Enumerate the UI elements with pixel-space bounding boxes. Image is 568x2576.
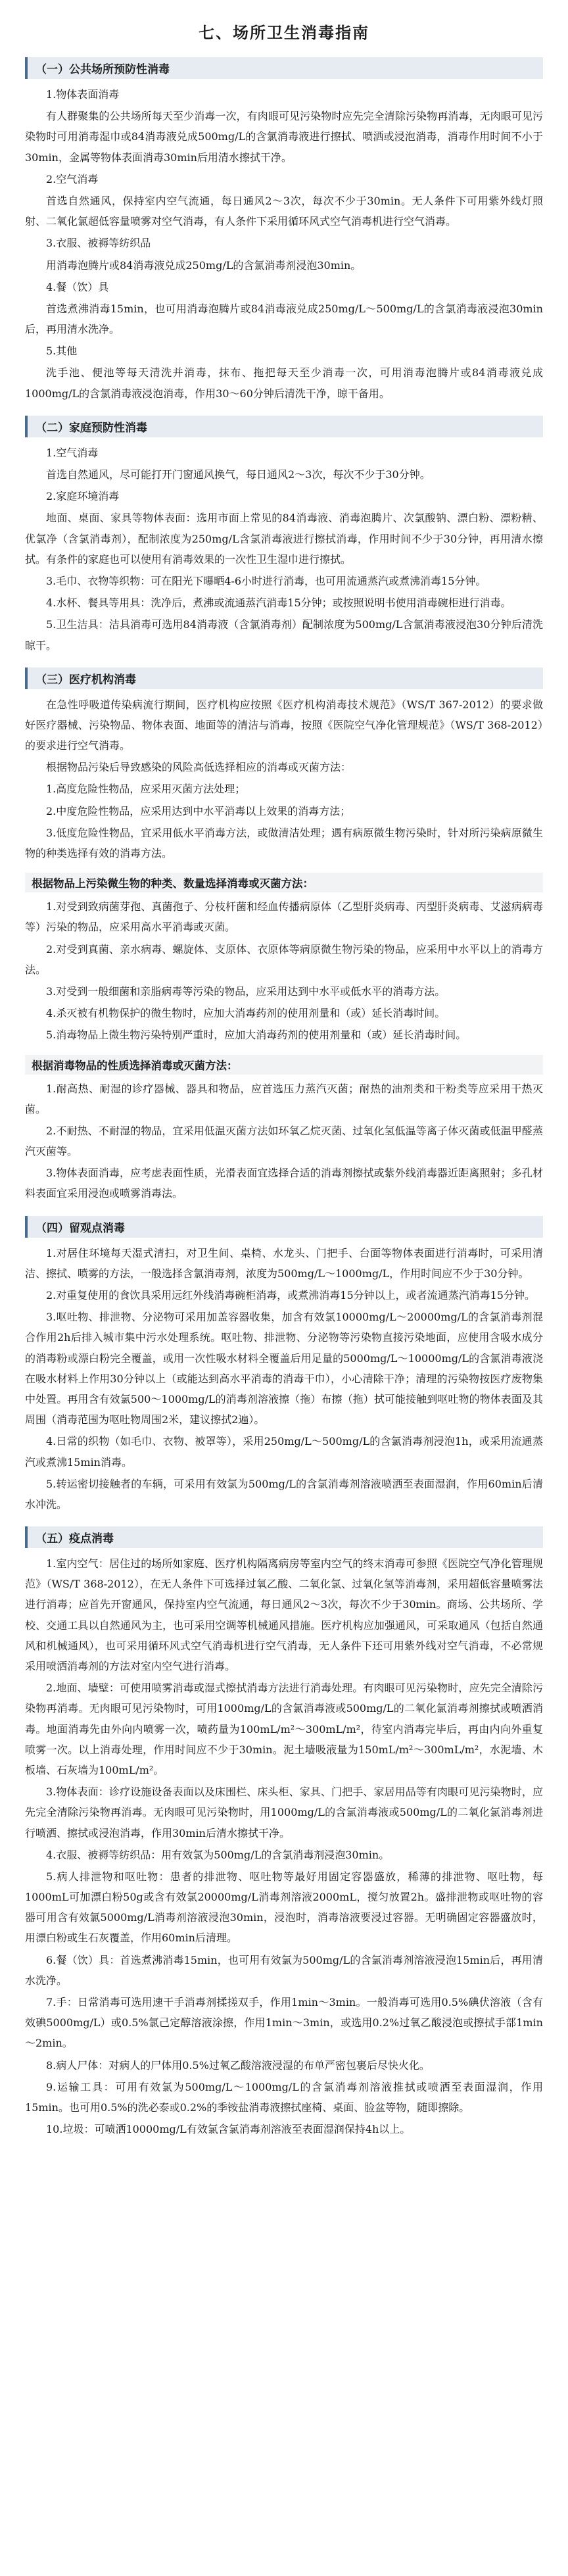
paragraph: 1.耐高热、耐湿的诊疗器械、器具和物品，应首选压力蒸汽灭菌；耐热的油剂类和干粉类等应采用干热灭菌。	[25, 1082, 543, 1115]
paragraph: 4.餐（饮）具	[46, 280, 109, 293]
paragraph: 有人群聚集的公共场所每天至少消毒一次，有肉眼可见污染物时应先完全清除污染物再消毒，无肉眼可见污染物时可用消毒湿巾或84消毒液兑成500mg/L的含氯消毒液进行擦拭、喷洒或浸泡消毒，消毒作用时间不小于30min，金属等物体表面消毒30min后用清水擦拭干净。	[25, 110, 543, 164]
paragraph: 5.转运密切接触者的车辆，可采用有效氯为500mg/L的含氯消毒剂溶液喷洒至表面湿润，作用60min后清水冲洗。	[25, 1477, 543, 1511]
paragraph: 2.家庭环境消毒	[46, 490, 120, 503]
section-heading: （一）公共场所预防性消毒	[25, 57, 543, 79]
paragraph: 3.对受到一般细菌和亲脂病毒等污染的物品，应采用达到中水平或低水平的消毒方法。	[46, 984, 446, 998]
paragraph: 8.病人尸体：对病人的尸体用0.5%过氧乙酸溶液浸湿的布单严密包裹后尽快火化。	[46, 2058, 430, 2072]
paragraph: 首选自然通风，尽可能打开门窗通风换气，每日通风2～3次，每次不少于30分钟。	[46, 468, 431, 481]
paragraph: 6.餐（饮）具：首选煮沸消毒15min，也可用有效氯为500mg/L的含氯消毒剂溶液浸泡15min后，再用清水洗净。	[25, 1953, 543, 1987]
paragraph: 9.运输工具：可用有效氯为500mg/L～1000mg/L的含氯消毒剂溶液推拭或喷洒至表面湿润，作用15min。也可用0.5%的洗必泰或0.2%的季铵盐消毒液擦拭座椅、桌面、脸盆等物，随即擦除。	[25, 2080, 543, 2114]
paragraph: 2.对重复使用的食饮具采用远红外线消毒碗柜消毒，或煮沸消毒15分钟以上，或者流通蒸汽消毒15分钟。	[46, 1289, 535, 1301]
paragraph: 5.卫生洁具：洁具消毒可选用84消毒液（含氯消毒剂）配制浓度为500mg/L含氯消毒液浸泡30分钟后清洗晾干。	[25, 618, 543, 652]
paragraph: 4.杀灭被有机物保护的微生物时，应加大消毒药剂的使用剂量和（或）延长消毒时间。	[46, 1007, 446, 1020]
paragraph: 5.消毒物品上微生物污染特别严重时，应加大消毒药剂的使用剂量和（或）延长消毒时间。	[46, 1029, 467, 1042]
subsection-heading: 根据消毒物品的性质选择消毒或灭菌方法：	[25, 1055, 543, 1075]
paragraph: 4.日常的织物（如毛巾、衣物、被罩等），采用250mg/L～500mg/L的含氯消毒剂浸泡1h，或采用流通蒸汽或煮沸15min消毒。	[25, 1435, 543, 1469]
section-heading: （三）医疗机构消毒	[25, 668, 543, 689]
paragraph: 4.衣服、被褥等纺织品：用有效氯为500mg/L的含氯消毒剂浸泡30min。	[46, 1848, 390, 1861]
paragraph: 1.对居住环境每天湿式清扫，对卫生间、桌椅、水龙头、门把手、台面等物体表面进行消毒时，可采用清洁、擦拭、喷雾的方法，一般选择含氯消毒剂，浓度为500mg/L～1000mg/L，作用时间应不少于30分钟。	[25, 1246, 543, 1280]
document-body	[25, 57, 543, 2139]
paragraph: 3.毛巾、衣物等织物：可在阳光下曝晒4-6小时进行消毒，也可用流通蒸汽或煮沸消毒15分钟。	[46, 574, 486, 587]
paragraph: 用消毒泡腾片或84消毒液兑成250mg/L的含氯消毒剂浸泡30min。	[46, 258, 362, 272]
paragraph: 3.呕吐物、排泄物、分泌物可采用加盖容器收集，加含有效氯10000mg/L～20000mg/L的含氯消毒剂混合作用2h后排入城市集中污水处理系统。呕吐物、排泄物、分泌物等污染物直接污染地面，应使用含吸水成分的消毒粉或漂白粉完全覆盖，或用一次性吸水材料全覆盖后用足量的5000mg/L～10000mg/L的含氯消毒液浇在吸水材料上作用30分钟以上（或能达到高水平消毒的消毒干巾），小心清除干净；清理的污染物按医疗废物集中处置。再用含有效氯500～1000mg/L的消毒剂溶液擦（拖）布擦（拖）拭可能接触到呕吐物的物体表面及其周围（消毒范围为呕吐物周围2米，建议擦拭2遍）。	[25, 1311, 543, 1426]
paragraph: 2.中度危险性物品，应采用达到中水平消毒以上效果的消毒方法；	[46, 804, 351, 817]
paragraph: 1.物体表面消毒	[46, 88, 120, 101]
paragraph: 2.对受到真菌、亲水病毒、螺旋体、支原体、衣原体等病原微生物污染的物品，应采用中水平以上的消毒方法。	[25, 942, 543, 976]
paragraph: 洗手池、便池等每天清洗并消毒，抹布、拖把每天至少消毒一次，可用消毒泡腾片或84消毒液兑成1000mg/L的含氯消毒液浸泡消毒，作用30～60分钟后清洗干净，晾干备用。	[25, 366, 543, 400]
paragraph: 2.空气消毒	[46, 172, 99, 185]
paragraph: 地面、桌面、家具等物体表面：选用市面上常见的84消毒液、消毒泡腾片、次氯酸钠、漂白粉、漂粉精、优氯净（含氯消毒剂），配制浓度为250mg/L含氯消毒液进行擦拭消毒，作用时间不少于30分钟，再用清水擦拭。有条件的家庭也可以使用有消毒效果的一次性卫生湿巾进行擦拭。	[25, 512, 543, 566]
paragraph: 1.室内空气：居住过的场所如家庭、医疗机构隔离病房等室内空气的终末消毒可参照《医院空气净化管理规范》（WS/T 368-2012），在无人条件下可选择过氧乙酸、二氧化氯、过氧化氢等消毒剂，采用超低容量喷雾法进行消毒；应首先开窗通风，保持室内空气流通，每日通风2～3次，每次不少于30min。商场、公共场所、学校、交通工具以自然通风为主，也可采用空调等机械通风措施。医疗机构应加强通风，可采取通风（包括自然通风和机械通风），也可采用循环风式空气消毒机进行空气消毒，无人条件下还可用紫外线对空气消毒，不必常规采用喷洒消毒剂的方法对室内空气进行消毒。	[25, 1557, 543, 1672]
section-heading: （二）家庭预防性消毒	[25, 416, 543, 437]
paragraph: 1.对受到致病菌芽孢、真菌孢子、分枝杆菌和经血传播病原体（乙型肝炎病毒、丙型肝炎病毒、艾滋病病毒等）污染的物品，应采用高水平消毒或灭菌。	[25, 900, 543, 934]
paragraph: 1.高度危险性物品，应采用灭菌方法处理；	[46, 783, 246, 796]
paragraph: 10.垃圾：可喷洒10000mg/L有效氯含氯消毒剂溶液至表面湿润保持4h以上。	[46, 2123, 411, 2136]
paragraph: 根据物品污染后导致感染的风险高低选择相应的消毒或灭菌方法：	[46, 761, 352, 774]
paragraph: 7.手：日常消毒可选用速干手消毒剂揉搓双手，作用1min～3min。一般消毒可选用0.5%碘伏溶液（含有效碘5000mg/L）或0.5%氯己定醇溶液涂擦，作用1min～3min，或选用0.2%过氧乙酸浸泡或擦拭手部1min～2min。	[25, 1996, 543, 2050]
section-heading: （五）疫点消毒	[25, 1526, 543, 1548]
paragraph: 2.不耐热、不耐湿的物品，宜采用低温灭菌方法如环氧乙烷灭菌、过氧化氢低温等离子体灭菌或低温甲醛蒸汽灭菌等。	[25, 1124, 543, 1158]
paragraph: 5.其他	[46, 345, 78, 358]
paragraph: 5.病人排泄物和呕吐物：患者的排泄物、呕吐物等最好用固定容器盛放，稀薄的排泄物、呕吐物，每1000mL可加漂白粉50g或含有效氯20000mg/L消毒剂溶液2000mL，搅匀放置2h。盛排泄物或呕吐物的容器可用含有效氯5000mg/L消毒剂溶液浸泡30min，浸泡时，消毒溶液要浸过容器。无明确固定容器盛放时，用漂白粉或生石灰覆盖，作用60min后清理。	[25, 1870, 543, 1945]
paragraph: 3.低度危险性物品，宜采用低水平消毒方法，或做清洁处理；遇有病原微生物污染时，针对所污染病原微生物的种类选择有效的消毒方法。	[25, 826, 543, 860]
document-title: 七、场所卫生消毒指南	[199, 24, 369, 42]
paragraph: 在急性呼吸道传染病流行期间，医疗机构应按照《医疗机构消毒技术规范》（WS/T 367-2012）的要求做好医疗器械、污染物品、物体表面、地面等的清洁与消毒，按照《医院空气净化管理规范》（WS/T 368-2012）的要求进行空气消毒。	[25, 698, 543, 752]
paragraph: 4.水杯、餐具等用具：洗净后，煮沸或流通蒸汽消毒15分钟；或按照说明书使用消毒碗柜进行消毒。	[46, 596, 511, 610]
paragraph: 3.物体表面消毒，应考虑表面性质，光滑表面宜选择合适的消毒剂擦拭或紫外线消毒器近距离照射；多孔材料表面宜采用浸泡或喷雾消毒法。	[25, 1167, 543, 1200]
paragraph: 3.物体表面：诊疗设施设备表面以及床围栏、床头柜、家具、门把手、家居用品等有肉眼可见污染物时，应先完全清除污染物再消毒。无肉眼可见污染物时，用1000mg/L的含氯消毒液或500mg/L的二氧化氯消毒剂进行喷洒、擦拭或浸泡消毒，作用30min后清水擦拭干净。	[25, 1786, 543, 1839]
section-heading: （四）留观点消毒	[25, 1216, 543, 1238]
subsection-heading: 根据物品上污染微生物的种类、数量选择消毒或灭菌方法：	[25, 873, 543, 892]
paragraph: 2.地面、墙壁：可使用喷雾消毒或湿式擦拭消毒方法进行消毒处理。有肉眼可见污染物时，应先完全清除污染物再消毒。无肉眼可见污染物时，可用1000mg/L的含氯消毒液或500mg/L的二氧化氯消毒剂擦拭或喷洒消毒。地面消毒先由外向内喷雾一次，喷药量为100mL/m²～300mL/m²，待室内消毒完毕后，再由内向外重复喷雾一次。以上消毒处理，作用时间应不少于30min。泥土墙吸液量为150mL/m²～300mL/m²，水泥墙、木板墙、石灰墙为100mL/m²。	[25, 1682, 543, 1776]
paragraph: 首选煮沸消毒15min，也可用消毒泡腾片或84消毒液兑成250mg/L～500mg/L的含氯消毒液浸泡30min后，再用清水洗净。	[25, 302, 543, 336]
paragraph: 首选自然通风，保持室内空气流通，每日通风2～3次，每次不少于30min。无人条件下可用紫外线灯照射、二氧化氯超低容量喷雾对空气消毒，有人条件下采用循环风式空气消毒机进行空气消毒。	[25, 194, 543, 228]
paragraph: 1.空气消毒	[46, 446, 99, 459]
paragraph: 3.衣服、被褥等纺织品	[46, 237, 151, 250]
